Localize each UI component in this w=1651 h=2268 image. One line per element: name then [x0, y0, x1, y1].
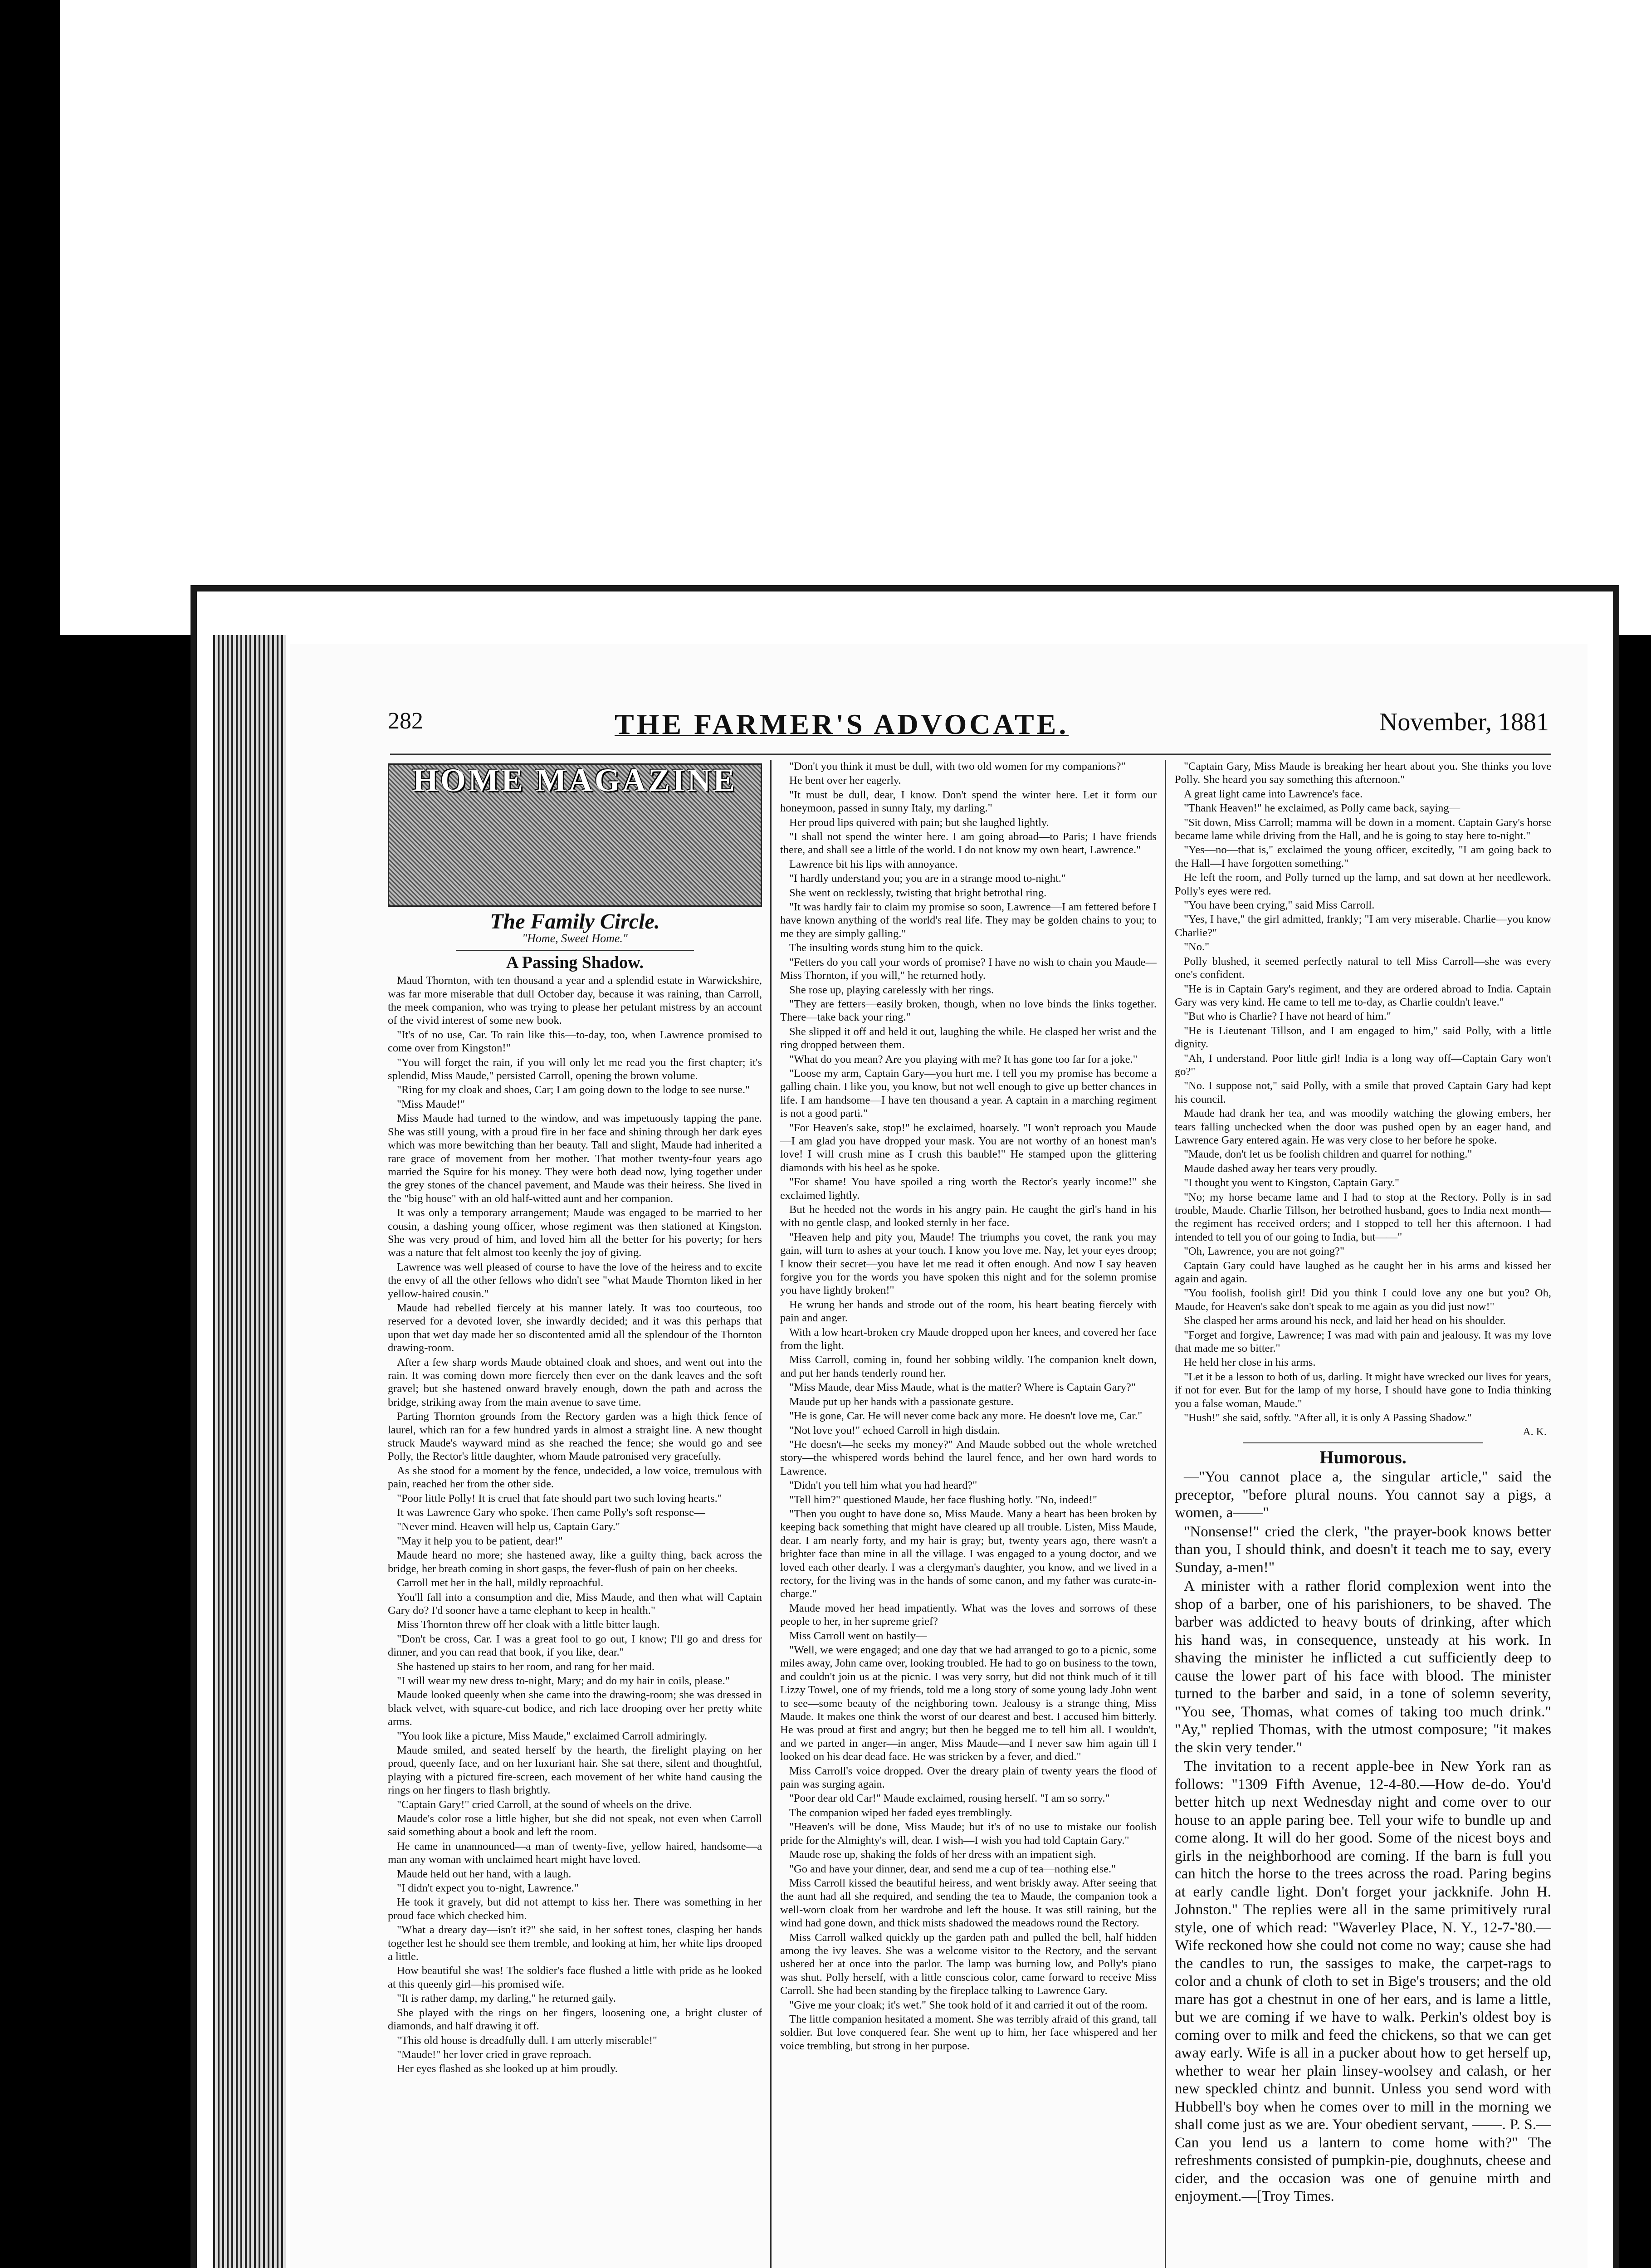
blank-margin — [60, 0, 1651, 635]
paragraph: It was Lawrence Gary who spoke. Then came Polly's soft response— — [397, 1506, 705, 1519]
paragraph: "It is rather damp, my darling," he returned gaily. — [397, 1992, 616, 2005]
paragraph: You'll fall into a consumption and die, Miss Maude, and then what will Captain Gary do? I'd sooner have a tame elephant to keep in health." — [388, 1591, 762, 1617]
paragraph: Maude dashed away her tears very proudly. — [1184, 1162, 1377, 1175]
column-2 — [780, 760, 1157, 2268]
paragraph: "Tell him?" questioned Maude, her face flushing hotly. "No, indeed!" — [789, 1493, 1097, 1506]
paragraph: Her eyes flashed as she looked up at him proudly. — [397, 2063, 618, 2075]
paragraph: She clasped her arms around his neck, and laid her head on his shoulder. — [1184, 1315, 1506, 1327]
paragraph: "Captain Gary, Miss Maude is breaking her heart about you. She thinks you love Polly. She heard you say something this afternoon." — [1175, 760, 1551, 786]
paragraph: "Miss Maude, dear Miss Maude, what is the matter? Where is Captain Gary?" — [789, 1381, 1136, 1394]
paragraph: "Then you ought to have done so, Miss Maude. Many a heart has been broken by keeping back something that might have cleared up all trouble. Listen, Miss Maude, dear. I am nearly forty, and my hair is gray; but, twenty years ago, there wasn't a brighter face than mine in all the village. I was engaged to a young doctor, and we loved each other dearly. I was a clergyman's daughter, you know, and we lived in a rectory, for the living was in the hands of some canon, and my father was curate-in-charge." — [780, 1507, 1157, 1600]
column-rule — [770, 760, 772, 2268]
section-title: The Family Circle. — [490, 909, 660, 934]
paragraph: Maude rose up, shaking the folds of her dress with an impatient sigh. — [789, 1848, 1096, 1861]
story-title: A Passing Shadow. — [506, 953, 644, 972]
paragraph: "I hardly understand you; you are in a strange mood to-night." — [789, 872, 1066, 885]
divider — [456, 950, 694, 951]
paragraph: Lawrence bit his lips with annoyance. — [789, 858, 958, 870]
paragraph: "Fetters do you call your words of promise? I have no wish to chain you Maude—Miss Thornton, if you will," he returned hotly. — [780, 956, 1157, 982]
paragraph: "He is in Captain Gary's regiment, and they are ordered abroad to India. Captain Gary was very kind. He came to tell me to-day, as Charlie couldn't leave." — [1175, 982, 1551, 1008]
story-body-2 — [780, 760, 1157, 2053]
story-body-3 — [1175, 760, 1551, 1425]
paragraph: As she stood for a moment by the fence, undecided, a low voice, tremulous with pain, reached her from the other side. — [388, 1464, 762, 1491]
paragraph: He took it gravely, but did not attempt to kiss her. There was something in her proud face which checked him. — [388, 1896, 762, 1922]
paragraph: After a few sharp words Maude obtained cloak and shoes, and went out into the rain. It was coming down more fiercely then ever on the dank leaves and the soft gravel; but she hastened onward bravely enough, down the path and across the bridge, striking away from the main avenue to save time. — [388, 1356, 762, 1408]
column-3 — [1175, 760, 1551, 2268]
humor-body — [1175, 1468, 1551, 2206]
paragraph: Maude had drank her tea, and was moodily watching the glowing embers, her tears falling unchecked when the door was pushed open by an eager hand, and Lawrence Gary entered again. He was very close to her before he spoke. — [1175, 1107, 1551, 1146]
paragraph: "It must be dull, dear, I know. Don't spend the winter here. Let it form our honeymoon, passed in sunny Italy, my darling." — [780, 788, 1157, 815]
paragraph: He left the room, and Polly turned up the lamp, and sat down at her needlework. Polly's eyes were red. — [1175, 871, 1551, 897]
paragraph: "Heaven help and pity you, Maude! The triumphs you covet, the rank you may gain, will turn to ashes at your touch. I know you love me. Nay, let your eyes droop; I know their secret—you have let me read it often enough. And now I say heaven forgive you for the words you have spoken this night and for the solemn promise you have lightly broken!" — [780, 1231, 1157, 1297]
paragraph: Miss Thornton threw off her cloak with a little bitter laugh. — [397, 1618, 660, 1631]
paragraph: "It was hardly fair to claim my promise so soon, Lawrence—I am fettered before I have known anything of the world's real life. They may be golden chains to you; to me they are simply galling." — [780, 901, 1157, 940]
paragraph: She played with the rings on her fingers, loosening one, a bright cluster of diamonds, and half drawing it off. — [388, 2006, 762, 2033]
paragraph: He bent over her eagerly. — [789, 774, 901, 787]
paragraph: The little companion hesitated a moment. She was terribly afraid of this grand, tall soldier. But love conquered fear. She went up to him, her face whispered and her voice trembling, but strong in her purpose. — [780, 2013, 1157, 2052]
paragraph: "Miss Maude!" — [397, 1098, 465, 1110]
paragraph: Miss Maude had turned to the window, and was impetuously tapping the pane. She was still young, with a proud fire in her face and shining through her dark eyes which was more bewitching than her beauty. Tall and slight, Maude had inherited a rare grace of movement from her mother. That mother twenty-four years ago married the Squire for his money. They were both dead now, lying together under the grey stones of the chancel pavement, and Maude was their heiress. She lived in the "big house" with an old half-witted aunt and her companion. — [388, 1112, 762, 1205]
banner-title: HOME MAGAZINE — [412, 762, 737, 798]
paragraph: "Maude, don't let us be foolish children and quarrel for nothing." — [1184, 1148, 1472, 1161]
page-header — [388, 708, 1549, 748]
paragraph: "You foolish, foolish girl! Did you think I could love any one but you? Oh, Maude, for Heaven's sake don't speak to me again as you did just now!" — [1175, 1287, 1551, 1313]
paragraph: "Captain Gary!" cried Carroll, at the sound of wheels on the drive. — [397, 1798, 692, 1811]
paragraph: Maude had rebelled fiercely at his manner lately. It was too courteous, too reserved for a devoted lover, she inwardly decided; and it was this perhaps that upon that wet day made her so discontented amid all the splendour of the Thornton drawing-room. — [388, 1301, 762, 1354]
paragraph: "Well, we were engaged; and one day that we had arranged to go to a picnic, some miles away, John came over, looking troubled. He had to go on business to the town, and couldn't join us at the picnic. I was very sorry, but did not think much of it till Lizzy Towel, one of my friends, told me a long story of some young lady John went to see—some beauty of the neighboring town. Jealousy is a strange thing, Miss Maude. It makes one think the worst of our dearest and best. I accused him bitterly. He was proud at first and angry; but then he begged me to tell him all. I wouldn't, and we parted in anger—in anger, Miss Maude—and I never saw him again till I looked on his dear dead face. He was stricken by a fever, and died." — [780, 1644, 1157, 1763]
story-body-1 — [388, 974, 762, 2076]
paragraph: Maud Thornton, with ten thousand a year and a splendid estate in Warwickshire, was far more miserable that dull October day, because it was raining, than Carroll, the meek companion, who was trying to please her petulant mistress by an account of the vivid interest of some new book. — [388, 974, 762, 1027]
paragraph: She went on recklessly, twisting that bright betrothal ring. — [789, 886, 1047, 899]
paragraph: "Sit down, Miss Carroll; mamma will be down in a moment. Captain Gary's horse became lame while driving from the Hall, and he is going to stay here to-night." — [1175, 816, 1551, 842]
paragraph: With a low heart-broken cry Maude dropped upon her knees, and covered her face from the light. — [780, 1326, 1157, 1352]
humor-title: Humorous. — [1319, 1447, 1407, 1467]
paragraph: "Nonsense!" cried the clerk, "the prayer-book knows better than you, I should think, and doesn't it teach me to say, every Sunday, a-men!" — [1175, 1523, 1551, 1576]
paragraph: Maude's color rose a little higher, but she did not speak, not even when Carroll said something about a book and left the room. — [388, 1813, 762, 1838]
paragraph: "You have been crying," said Miss Carroll. — [1184, 899, 1375, 912]
paragraph: "I thought you went to Kingston, Captain Gary." — [1184, 1177, 1400, 1189]
paragraph: "May it help you to be patient, dear!" — [397, 1535, 563, 1547]
paragraph: Miss Carroll walked quickly up the garden path and pulled the bell, half hidden among the ivy leaves. She was a welcome visitor to the Rectory, and the servant ushered her at once into the parlor. The lamp was burning low, and Polly's piano was shut. Polly herself, with a little conscious color, came forward to receive Miss Carroll. She had been standing by the fireplace talking to Lawrence Gary. — [780, 1931, 1157, 1997]
column-rule — [1165, 760, 1166, 2268]
paragraph: "I will wear my new dress to-night, Mary; and do my hair in coils, please." — [397, 1674, 730, 1687]
paragraph: But he heeded not the words in his angry pain. He caught the girl's hand in his with no gentle clasp, and looked sternly in her face. — [780, 1203, 1157, 1229]
paragraph: "Maude!" her lover cried in grave reproach. — [397, 2048, 591, 2061]
paragraph: "Go and have your dinner, dear, and send me a cup of tea—nothing else." — [789, 1862, 1116, 1875]
paragraph: Maude put up her hands with a passionate gesture. — [789, 1395, 1014, 1408]
paragraph: "Didn't you tell him what you had heard?" — [789, 1479, 977, 1492]
paragraph: "Yes, I have," the girl admitted, frankly; "I am very miserable. Charlie—you know Charlie?" — [1175, 913, 1551, 939]
paragraph: "You will forget the rain, if you will only let me read you the first chapter; it's splendid, Miss Maude," persisted Carroll, opening the brown volume. — [388, 1056, 762, 1082]
paragraph: "Ah, I understand. Poor little girl! India is a long way off—Captain Gary won't go?" — [1175, 1052, 1551, 1078]
paragraph: "Oh, Lawrence, you are not going?" — [1184, 1245, 1345, 1258]
paragraph: She rose up, playing carelessly with her rings. — [789, 983, 994, 996]
section-motto: "Home, Sweet Home." — [522, 932, 628, 945]
paragraph: "Poor dear old Car!" Maude exclaimed, rousing herself. "I am so sorry." — [789, 1792, 1110, 1805]
paragraph: —"You cannot place a, the singular article," said the preceptor, "before plural nouns. You cannot say a pigs, a women, a——" — [1175, 1469, 1551, 1521]
paragraph: "What do you mean? Are you playing with me? It has gone too far for a joke." — [789, 1053, 1138, 1066]
paragraph: A minister with a rather florid complexion went into the shop of a barber, one of his parishioners, to be shaved. The barber was addicted to heavy bouts of drinking, after which his hand was, in consequence, unsteady at his work. In shaving the minister he inflicted a cut sufficiently deep to cause the lower part of his face with blood. The minister turned to the barber and said, in a tone of solemn severity, "You see, Thomas, what comes of taking too much drink." "Ay," replied Thomas, with the utmost composure; "it makes the skin very tender." — [1175, 1578, 1551, 1756]
issue-date: November, 1881 — [1379, 708, 1549, 736]
paragraph: "No. I suppose not," said Polly, with a smile that proved Captain Gary had kept his council. — [1175, 1080, 1551, 1105]
paragraph: "It's of no use, Car. To rain like this—to-day, too, when Lawrence promised to come over from Kingston!" — [388, 1028, 762, 1055]
paragraph: Maude heard no more; she hastened away, like a guilty thing, back across the bridge, her breath coming in short gasps, the fever-flush of pain on her cheeks. — [388, 1549, 762, 1575]
paragraph: The invitation to a recent apple-bee in New York ran as follows: "1309 Fifth Avenue, 12-4-80.—How de-do. You'd better hitch up next Wednesday night and come over to our house to an apple paring bee. Tell your wife to bundle up and come along. It will do her good. Some of the nicest boys and girls in the neighborhood are coming. If the barn is full you can hitch the horse to the trees across the road. Paring begins at early candle light. Don't forget your jackknife. John H. Johnston." The replies were all in the same primitively rural style, one of which read: "Waverley Place, N. Y., 12-7-'80.—Wife reckoned how she could not come no way; cause she had the candles to run, the sassiges to make, the carpet-rags to color and a chunk of cloth to set in Bige's trousers; and the old mare has got a chestnut in one of her ears, and is lame a little, but we are coming if we have to walk. Perkin's oldest boy is coming over to milk and feed the chickens, so that we can get away early. Wife is all in a pucker about how to get herself up, whether to wear her plain linsey-woolsey and calash, or her new speckled chintz and bunnit. Unless you send word with Hubbell's boy when he comes over to mill in the morning we shall come just as we are. Your obedient servant, ——. P. S.—Can you lend us a lantern to come home with?" The refreshments consisted of pumpkin-pie, doughnuts, cheese and cider, and the occasion was one of genuine mirth and enjoyment.—[Troy Times. — [1175, 1758, 1551, 2205]
paragraph: "For shame! You have spoiled a ring worth the Rector's yearly income!" she exclaimed lightly. — [780, 1176, 1157, 1202]
newspaper-page — [290, 644, 1588, 2268]
paragraph: The companion wiped her faded eyes tremblingly. — [789, 1806, 1012, 1819]
paragraph: Parting Thornton grounds from the Rectory garden was a high thick fence of laurel, which ran for a few hundred yards in almost a straight line. A new thought struck Maude's wayward mind as she reached the fence; she would go and see Polly, the Rector's little daughter, whom Maude patronised very gracefully. — [388, 1410, 762, 1463]
paragraph: She slipped it off and held it out, laughing the while. He clasped her wrist and the ring dropped between them. — [780, 1025, 1157, 1051]
paragraph: She hastened up stairs to her room, and rang for her maid. — [397, 1660, 655, 1673]
paragraph: "Ring for my cloak and shoes, Car; I am going down to the lodge to see nurse." — [397, 1084, 750, 1096]
paragraph: "But who is Charlie? I have not heard of him." — [1184, 1010, 1391, 1023]
paragraph: He came in unannounced—a man of twenty-five, yellow haired, handsome—a man any woman with unclaimed heart might have loved. — [388, 1840, 762, 1866]
paragraph: Maude smiled, and seated herself by the hearth, the firelight playing on her proud, queenly face, and on her luxuriant hair. She sat there, silent and thoughtful, playing with a pictured fire-screen, each movement of her white hand causing the rings on her fingers to flash brightly. — [388, 1744, 762, 1797]
paragraph: A great light came into Lawrence's face. — [1184, 787, 1363, 800]
paragraph: "Don't you think it must be dull, with two old women for my companions?" — [789, 760, 1126, 772]
paragraph: "They are fetters—easily broken, though, when no love binds the links together. There—take back your ring." — [780, 997, 1157, 1024]
column-1 — [388, 760, 762, 2268]
paragraph: "Thank Heaven!" he exclaimed, as Polly came back, saying— — [1184, 802, 1460, 815]
paragraph: "Let it be a lesson to both of us, darling. It might have wrecked our lives for years, if not for ever. But for the lamp of my horse, I should have gone to India thinking you a false woman, Maude." — [1175, 1370, 1551, 1410]
story-signature: A. K. — [1523, 1426, 1547, 1438]
paragraph: "I shall not spend the winter here. I am going abroad—to Paris; I have friends there, and shall see a little of the world. I do not know my own heart, Lawrence." — [780, 831, 1157, 856]
masthead: THE FARMER'S ADVOCATE. — [615, 708, 1069, 740]
paragraph: "For Heaven's sake, stop!" he exclaimed, hoarsely. "I won't reproach you Maude—I am glad you have dropped your mask. You are not worthy of an honest man's love! I will crush mine as I crush this bauble!" He stamped upon the glittering diamonds with his heel as he spoke. — [780, 1121, 1157, 1174]
paragraph: "No; my horse became lame and I had to stop at the Rectory. Polly is in sad trouble, Maude. Charlie Tillson, her betrothed husband, goes to India next month—the regiment has received orders; and I stopped to tell her this afternoon. I had intended to tell you of our going to India, but——" — [1175, 1191, 1551, 1243]
paragraph: Miss Carroll kissed the beautiful heiress, and went briskly away. After seeing that the aunt had all she required, and sending the tea to Maude, the companion took a well-worn cloak from her wardrobe and left the house. It was still raining, but the wind had gone down, and thick mists shadowed the meadows round the Rectory. — [780, 1877, 1157, 1930]
paragraph: "Poor little Polly! It is cruel that fate should part two such loving hearts." — [397, 1492, 722, 1505]
header-rule — [390, 753, 1551, 755]
paragraph: It was only a temporary arrangement; Maude was engaged to be married to her cousin, a dashing young officer, whose regiment was then stationed at Kingston. She was very proud of him, and loved him all the better for his poverty; for hers was a nature that felt almost too keenly the joy of giving. — [388, 1207, 762, 1259]
paragraph: "He is Lieutenant Tillson, and I am engaged to him," said Polly, with a little dignity. — [1175, 1024, 1551, 1051]
paragraph: "Yes—no—that is," exclaimed the young officer, excitedly, "I am going back to the Hall—I have forgotten something." — [1175, 844, 1551, 870]
page-edges — [213, 635, 286, 2268]
paragraph: Captain Gary could have laughed as he caught her in his arms and kissed her again and again. — [1175, 1259, 1551, 1286]
paragraph: Miss Carroll went on hastily— — [789, 1629, 927, 1642]
paragraph: Maude looked queenly when she came into the drawing-room; she was dressed in black velvet, with square-cut bodice, and rich lace drooping over her pretty white arms. — [388, 1689, 762, 1728]
paragraph: "Hush!" she said, softly. "After all, it is only A Passing Shadow." — [1184, 1412, 1472, 1424]
page-number: 282 — [388, 708, 423, 734]
paragraph: "Loose my arm, Captain Gary—you hurt me. I tell you my promise has become a galling chain. I like you, you know, but not well enough to give up better chances in life. I am handsome—I have ten thousand a year. A captain in a marching regiment is not a good parti." — [780, 1067, 1157, 1120]
paragraph: "I didn't expect you to-night, Lawrence." — [397, 1882, 579, 1895]
paragraph: "What a dreary day—isn't it?" she said, in her softest tones, clasping her hands together lest he should see them tremble, and looking at him, her white lips drooped a little. — [388, 1924, 762, 1963]
paragraph: How beautiful she was! The soldier's face flushed a little with pride as he looked at this queenly girl—his promised wife. — [388, 1965, 762, 1990]
divider — [1243, 1442, 1483, 1443]
paragraph: Maude held out her hand, with a laugh. — [397, 1867, 572, 1880]
paragraph: "He doesn't—he seeks my money?" And Maude sobbed out the whole wretched story—the whispered words behind the laurel fence, and her own hard words to Lawrence. — [780, 1438, 1157, 1477]
paragraph: "Forget and forgive, Lawrence; I was mad with pain and jealousy. It was my love that made me so bitter." — [1175, 1329, 1551, 1355]
paragraph: "Not love you!" echoed Carroll in high disdain. — [789, 1424, 1000, 1437]
paragraph: Maude moved her head impatiently. What was the loves and sorrows of these people to her, in her supreme grief? — [780, 1602, 1157, 1628]
paragraph: "He is gone, Car. He will never come back any more. He doesn't love me, Car." — [789, 1410, 1143, 1422]
paragraph: "Don't be cross, Car. I was a great fool to go out, I know; I'll go and dress for dinner, and you can read that book, if you like, dear." — [388, 1633, 762, 1659]
paragraph: "This old house is dreadfully dull. I am utterly miserable!" — [397, 2034, 657, 2047]
paragraph: "Give me your cloak; it's wet." She took hold of it and carried it out of the room. — [789, 1999, 1148, 2011]
paragraph: "Never mind. Heaven will help us, Captain Gary." — [397, 1520, 620, 1533]
paragraph: "Heaven's will be done, Miss Maude; but it's of no use to mistake our foolish pride for the Almighty's will, dear. I wish—I wish you had told Captain Gary." — [780, 1821, 1157, 1847]
paragraph: Her proud lips quivered with pain; but she laughed lightly. — [789, 816, 1049, 829]
paragraph: He wrung her hands and strode out of the room, his heart beating fiercely with pain and anger. — [780, 1298, 1157, 1325]
paragraph: Polly blushed, it seemed perfectly natural to tell Miss Carroll—she was every one's confident. — [1175, 955, 1551, 981]
paragraph: Miss Carroll's voice dropped. Over the dreary plain of twenty years the flood of pain was surging again. — [780, 1765, 1157, 1791]
paragraph: He held her close in his arms. — [1184, 1356, 1316, 1369]
paragraph: Carroll met her in the hall, mildly reproachful. — [397, 1577, 604, 1589]
paragraph: "You look like a picture, Miss Maude," exclaimed Carroll admiringly. — [397, 1730, 708, 1742]
paragraph: Lawrence was well pleased of course to have the love of the heiress and to excite the envy of all the other fellows who didn't see "what Maude Thornton liked in her yellow-haired cousin." — [388, 1261, 762, 1300]
paragraph: The insulting words stung him to the quick. — [789, 942, 983, 954]
paragraph: "No." — [1184, 941, 1210, 953]
paragraph: Miss Carroll, coming in, found her sobbing wildly. The companion knelt down, and put her hands tenderly round her. — [780, 1354, 1157, 1379]
home-magazine-banner — [388, 763, 762, 907]
